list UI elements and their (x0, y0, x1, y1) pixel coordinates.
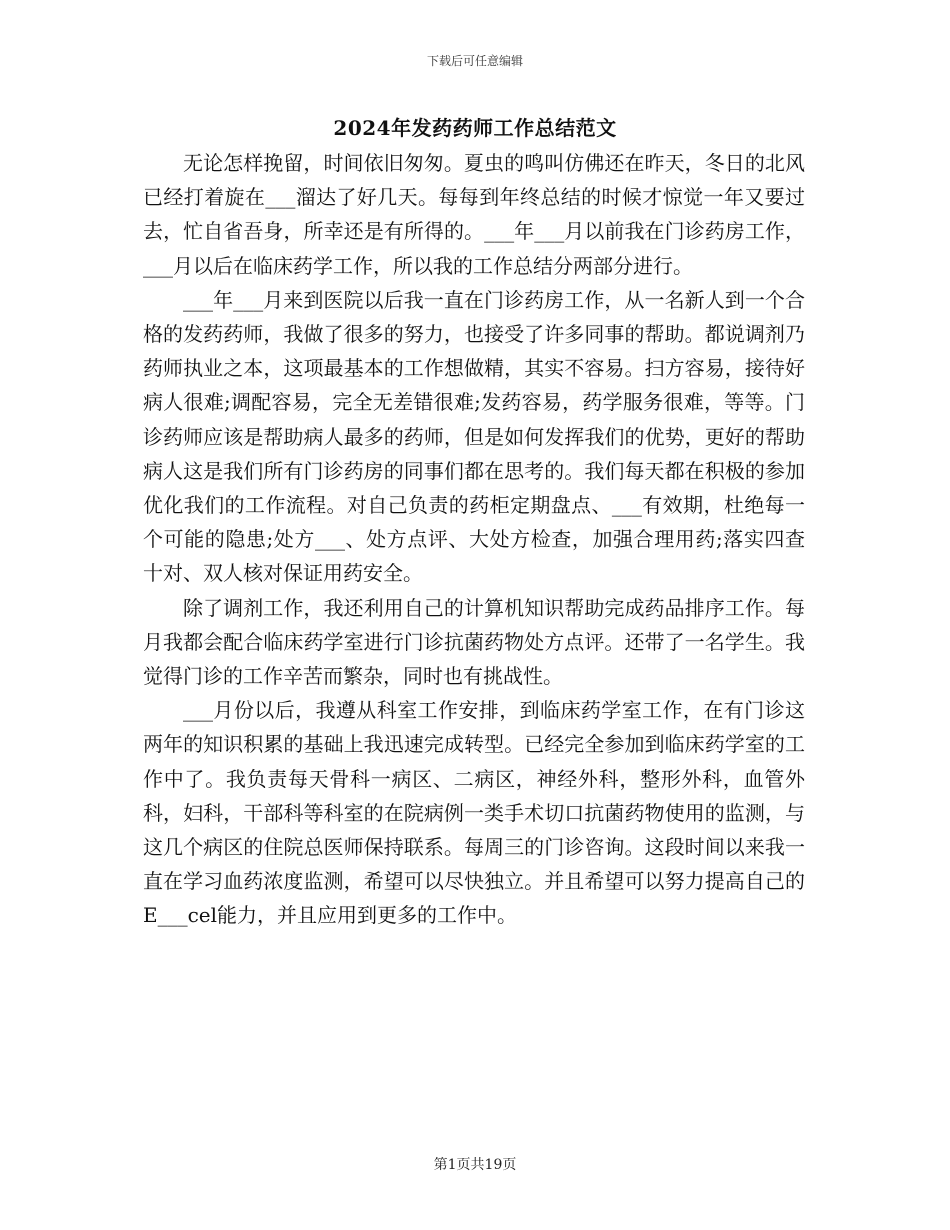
paragraph-clinical-pharmacy: ___月份以后，我遵从科室工作安排，到临床药学室工作，在有门诊这两年的知识积累的基础上我迅速完成转型。已经完全参加到临床药学室的工作中了。我负责每天骨科一病区、二病区，神经外科，整形外科，血管外科，妇科，干部科等科室的在院病例一类手术切口抗菌药物使用的监测，与这几个病区的住院总医师保持联系。每周三的门诊咨询。这段时间以来我一直在学习血药浓度监测，希望可以尽快独立。并且希望可以努力提高自己的E___cel能力，并且应用到更多的工作中。 (143, 698, 805, 928)
paragraph-additional-work: 除了调剂工作，我还利用自己的计算机知识帮助完成药品排序工作。每月我都会配合临床药学室进行门诊抗菌药物处方点评。还带了一名学生。我觉得门诊的工作辛苦而繁杂，同时也有挑战性。 (143, 595, 805, 689)
header-note: 下载后可任意编辑 (426, 54, 523, 68)
paragraph-outpatient-pharmacy: ___年___月来到医院以后我一直在门诊药房工作，从一名新人到一个合格的发药药师，我做了很多的努力，也接受了许多同事的帮助。都说调剂乃药师执业之本，这项最基本的工作想做精，其实不容易。扫方容易，接待好病人很难;调配容易，完全无差错很难;发药容易，药学服务很难，等等。门诊药师应该是帮助病人最多的药师，但是如何发挥我们的优势，更好的帮助病人这是我们所有门诊药房的同事们都在思考的。我们每天都在积极的参加优化我们的工作流程。对自己负责的药柜定期盘点、___有效期，杜绝每一个可能的隐患;处方___、处方点评、大处方检查，加强合理用药;落实四查十对、双人核对保证用药安全。 (143, 287, 805, 586)
page-number: 第1页共19页 (433, 1157, 517, 1173)
document-title: 2024年发药药师工作总结范文 (333, 116, 617, 140)
document-body (143, 146, 805, 933)
paragraph-intro: 无论怎样挽留，时间依旧匆匆。夏虫的鸣叫仿佛还在昨天，冬日的北风已经打着旋在___溜达了好几天。每每到年终总结的时候才惊觉一年又要过去，忙自省吾身，所幸还是有所得的。___年___月以前我在门诊药房工作，___月以后在临床药学工作，所以我的工作总结分两部分进行。 (143, 151, 805, 278)
